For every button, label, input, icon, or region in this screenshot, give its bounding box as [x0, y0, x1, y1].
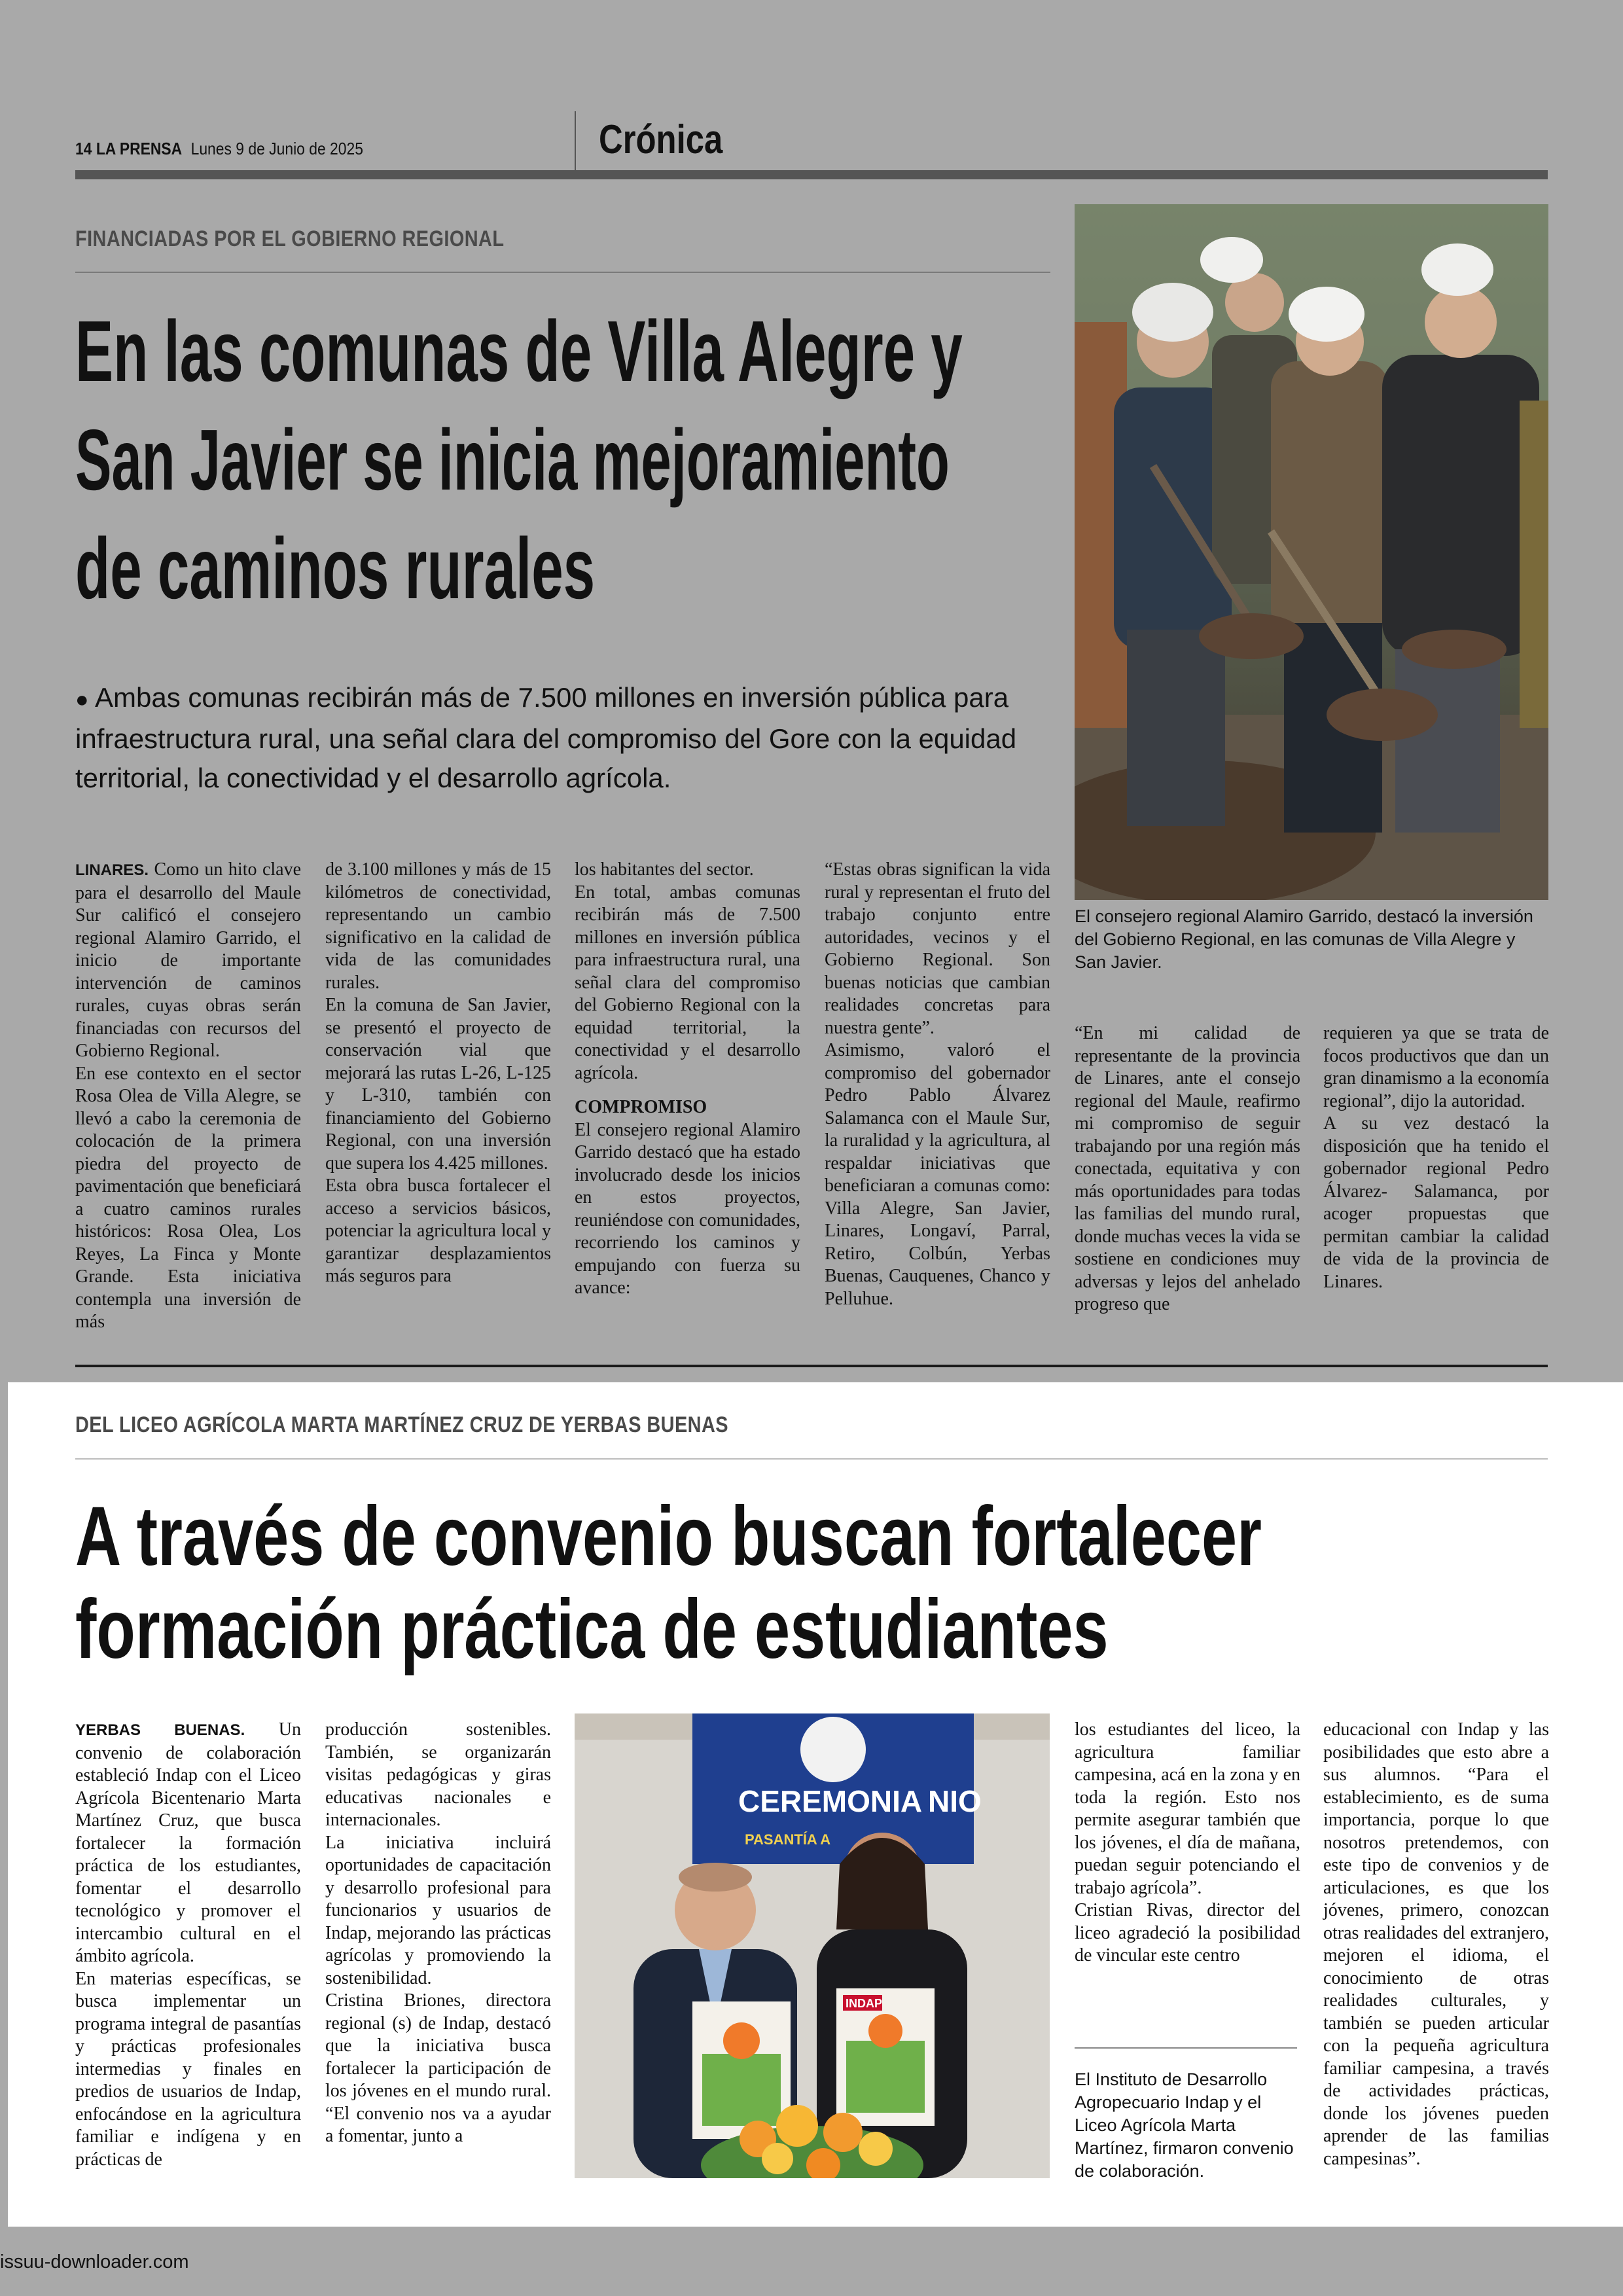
article2-col3-para1: los estudiantes del liceo, la agricultura familiar campesina, acá en la zona y en toda la región. Esto nos permite asegurar también que los jóvenes, el día de mañana, puedan seguir potenciando el trabajo agrícola”.	[1075, 1719, 1300, 1898]
article2-column-1	[75, 1719, 301, 2171]
article2-col3-para2: Cristian Rivas, director del liceo agradeció la posibilidad de vincular este centro	[1075, 1900, 1300, 1965]
article1-photo	[1075, 204, 1548, 900]
article1-column-6	[1323, 1022, 1549, 1293]
article1-photo-caption: El consejero regional Alamiro Garrido, destacó la inversión del Gobierno Regional, en las comunas de Villa Alegre y San Javier.	[1075, 906, 1533, 972]
ceremony-shovel-photo	[1075, 204, 1548, 900]
article2-photo	[575, 1713, 1050, 2178]
article2-col1-text: Un convenio de colaboración estableció Indap con el Liceo Agrícola Bicentenario Marta Martínez Cruz, que busca fortalecer la formación práctica de los estudiantes, fomentar el desarrollo tecnológico y promover el intercambio cultural en el ámbito agrícola.	[75, 1719, 301, 1966]
article1-headline-line1: En las comunas de Villa Alegre y	[75, 303, 963, 399]
banner-subtext: PASANTÍA A	[745, 1831, 831, 1848]
article1-column-3	[575, 859, 800, 1300]
issue-date: Lunes 9 de Junio de 2025	[190, 139, 363, 158]
article1-col3-para3: El consejero regional Alamiro Garrido destacó que ha estado involucrado desde los inicios en estos proyectos, reuniéndose con comunidades, recorriendo los caminos y empujando con fuerza su avance:	[575, 1119, 800, 1298]
header-divider	[575, 111, 576, 170]
article2-kicker-rule	[75, 1458, 1548, 1460]
article2-kicker: DEL LICEO AGRÍCOLA MARTA MARTÍNEZ CRUZ DE YERBAS BUENAS	[75, 1412, 728, 1437]
article1-lead	[75, 678, 1057, 798]
article1-lead-text: Ambas comunas recibirán más de 7.500 millones en inversión pública para infraestructura rural, una señal clara del compromiso del Gore con la equidad territorial, la conectividad y el desarrollo agrícola.	[75, 682, 1017, 793]
article1-dateline: LINARES.	[75, 861, 149, 879]
article2-column-3	[1075, 1719, 1300, 1967]
article1-col4-para2: Asimismo, valoró el compromiso del gobernador Pedro Pablo Álvarez Salamanca con el Maule Sur, la ruralidad y la agricultura, al respaldar iniciativas que beneficiaran a comunas como: Villa Alegre, San Javier, Linares, Longaví, Parral, Retiro, Colbún, Yerbas Buenas, Cauquenes, Chanco y Pelluhue.	[825, 1040, 1050, 1309]
article2-col2-para2: La iniciativa incluirá oportunidades de capacitación y desarrollo profesional para funcionarios y usuarios de Indap, mejorando las prácticas agrícolas y promoviendo la sostenibilidad.	[325, 1832, 551, 1988]
section-name: Crónica	[599, 117, 723, 162]
article1-col2-para2: En la comuna de San Javier, se presentó el proyecto de conservación vial que mejorará las rutas L-26, L-125 y L-310, también con financiamiento del Gobierno Regional, con una inversión que supera los 4.425 millones.	[325, 995, 551, 1174]
article1-col6-para2: A su vez destacó la disposición que ha tenido el gobernador regional Pedro Álvarez- Salamanca, por acoger propuestas que permitan cambiar la calidad de vida de la provincia de Linares.	[1323, 1113, 1549, 1292]
newspaper-name: LA PRENSA	[96, 139, 183, 158]
banner-text: CEREMONIA	[738, 1784, 923, 1818]
article1-col3-para2: En total, ambas comunas recibirán más de 7.500 millones en inversión pública para infraestructura rural, una señal clara del compromiso del Gobierno Regional con la equidad territorial, la conectividad y el desarrollo agrícola.	[575, 882, 800, 1083]
bullet-icon: ●	[75, 687, 95, 712]
article2-col2-para3: Cristina Briones, directora regional (s) de Indap, destacó que la iniciativa busca fortalecer la participación de los jóvenes en el mundo rural. “El convenio nos va a ayudar a fomentar, junto a	[325, 1990, 551, 2146]
article2-col1-para1	[75, 1719, 301, 1968]
article2-headline-line2: formación práctica de estudiantes	[75, 1583, 1109, 1676]
article1-headline-line3: de caminos rurales	[75, 520, 596, 617]
article1-col3-para1: los habitantes del sector.	[575, 859, 754, 880]
booklet-label: INDAP	[846, 1997, 883, 2010]
article1-col2-para3: Esta obra busca fortalecer el acceso a servicios básicos, potenciar la agricultura local y garantizar desplazamientos más seguros para	[325, 1175, 551, 1286]
article1-kicker-rule	[75, 272, 1050, 273]
article2-headline-line1: A través de convenio buscan fortalecer	[75, 1490, 1262, 1583]
article1-column-4	[825, 859, 1050, 1310]
article2-photo-caption: El Instituto de Desarrollo Agropecuario Indap y el Liceo Agrícola Marta Martínez, firmaron convenio de colaboración.	[1075, 2070, 1294, 2181]
article1-column-5	[1075, 1022, 1300, 1316]
article2-dateline: YERBAS BUENAS.	[75, 1721, 245, 1739]
article2-caption-rule	[1075, 2047, 1297, 2049]
agreement-signing-photo	[575, 1713, 1050, 2178]
article1-col2-para1: de 3.100 millones y más de 15 kilómetros de conectividad, representando un cambio significativo en la calidad de vida de las comunidades rurales.	[325, 859, 551, 993]
article2-col4-para1: educacional con Indap y las posibilidades que esto abre a sus alumnos. “Para el establecimiento, es de suma importancia, porque lo que nosotros pretendemos, con este tipo de convenios y de articulaciones, es que los jóvenes, primero, conozcan otras realidades del extranjero, mejoren el idioma, el conocimiento de otras realidades culturales, y también se pueden articular con la pequeña agricultura familiar campesina, a través de actividades prácticas, donde los jóvenes pueden aprender de las familias campesinas”.	[1323, 1719, 1549, 2169]
article2-col1-para2: En materias específicas, se busca implementar un programa integral de pasantías y prácticas profesionales intermedias y finales en predios de usuarios de Indap, enfocándose en la agricultura familiar e indígena y en prácticas de	[75, 1968, 301, 2170]
article1-column-2	[325, 859, 551, 1288]
article2-col2-para1: producción sostenibles. También, se organizarán visitas pedagógicas y giras educativas nacionales e internacionales.	[325, 1719, 551, 1830]
article1-col4-para1: “Estas obras significan la vida rural y representan el fruto del trabajo conjunto entre autoridades, vecinos y el Gobierno Regional. Son buenas noticias que cambian realidades concretas para nuestra gente”.	[825, 859, 1050, 1038]
article2-column-4	[1323, 1719, 1549, 2170]
article1-col5-para1: “En mi calidad de representante de la provincia de Linares, ante el consejo regional del Maule, reafirmo mi compromiso de seguir trabajando por una región más conectada, equitativa y con más oportunidades para todas las familias del mundo rural, donde muchas veces la vida se sostiene en condiciones muy adversas y lejos del anhelado progreso que	[1075, 1023, 1300, 1314]
article1-subhead: COMPROMISO	[575, 1097, 707, 1117]
article-separator	[75, 1365, 1548, 1367]
banner-text-2: NIO	[928, 1784, 982, 1818]
header-rule	[75, 170, 1548, 179]
page-header	[75, 139, 363, 159]
article1-headline-line2: San Javier se inicia mejoramiento	[75, 412, 950, 508]
article1-col1-para1	[75, 859, 301, 1063]
article1-kicker: FINANCIADAS POR EL GOBIERNO REGIONAL	[75, 226, 505, 251]
article1-col6-para1: requieren ya que se trata de focos productivos que dan un gran dinamismo a la economía regional”, dijo la autoridad.	[1323, 1023, 1549, 1111]
article1-col1-para2: En ese contexto en el sector Rosa Olea de Villa Alegre, se llevó a cabo la ceremonia de colocación de la primera piedra del proyecto de pavimentación que beneficiará a cuatro caminos rurales históricos: Rosa Olea, Los Reyes, La Finca y Monte Grande. Esta iniciativa contempla una inversión de más	[75, 1063, 301, 1332]
article1-column-1	[75, 859, 301, 1334]
page-number: 14	[75, 139, 92, 158]
article1-col1-text: Como un hito clave para el desarrollo del Maule Sur calificó el consejero regional Alamiro Garrido, el inicio de importante intervención de caminos rurales, cuyas obras serán financiadas con recursos del Gobierno Regional.	[75, 859, 302, 1061]
watermark: issuu-downloader.com	[0, 2251, 189, 2272]
article2-column-2	[325, 1719, 551, 2148]
